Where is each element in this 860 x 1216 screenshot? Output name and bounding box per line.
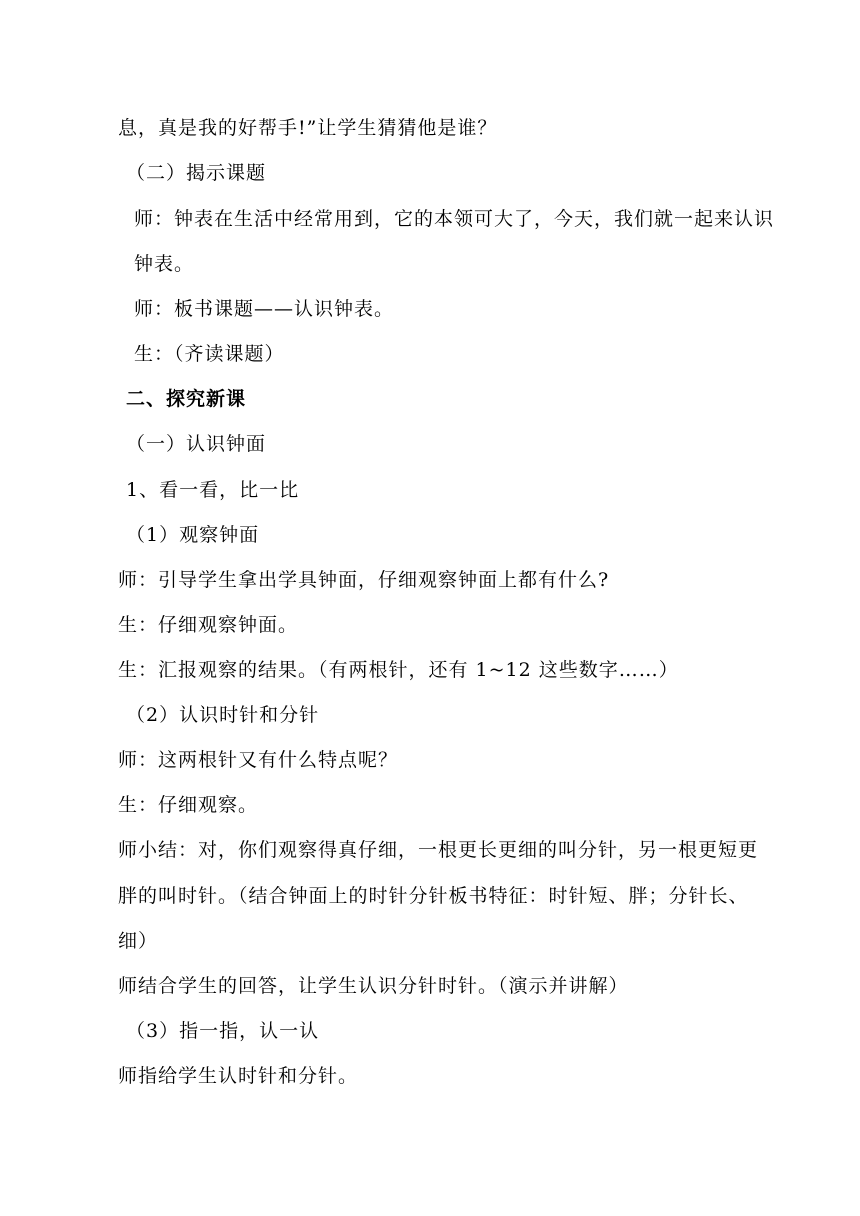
paragraph-line: 师：这两根针又有什么特点呢？	[118, 749, 399, 771]
section-heading: （二）揭示课题	[126, 162, 267, 184]
paragraph-line: 师：板书课题——认识钟表。	[134, 298, 395, 320]
paragraph-line: 胖的叫时针。（结合钟面上的时针分针板书特征：时针短、胖；分针长、	[118, 885, 749, 907]
major-heading: 二、探究新课	[126, 388, 247, 410]
paragraph-line: 息，真是我的好帮手!”让学生猜猜他是谁？	[118, 117, 498, 139]
paragraph-line: 生：汇报观察的结果。（有两根针，还有 1~12 这些数字……）	[118, 659, 679, 681]
paragraph-line: 生：仔细观察钟面。	[118, 614, 299, 636]
subsection-heading: （1）观察钟面	[126, 524, 260, 546]
paragraph-line: 细）	[118, 930, 159, 952]
paragraph-line: 钟表。	[134, 253, 195, 275]
paragraph-line: 1、看一看，比一比	[126, 479, 300, 501]
subsection-heading: （2）认识时针和分针	[126, 704, 320, 726]
paragraph-line: 师指给学生认时针和分针。	[118, 1065, 359, 1087]
paragraph-line: 生：（齐读课题）	[134, 343, 285, 365]
paragraph-line: 师结合学生的回答，让学生认识分针时针。（演示并讲解）	[118, 975, 629, 997]
section-heading: （一）认识钟面	[126, 433, 267, 455]
paragraph-line: 生：仔细观察。	[118, 794, 259, 816]
paragraph-line: 师：钟表在生活中经常用到，它的本领可大了，今天，我们就一起来认识	[134, 208, 775, 230]
subsection-heading: （3）指一指，认一认	[126, 1020, 320, 1042]
paragraph-line: 师小结：对，你们观察得真仔细，一根更长更细的叫分针，另一根更短更	[118, 839, 759, 861]
paragraph-line: 师：引导学生拿出学具钟面，仔细观察钟面上都有什么?	[118, 569, 610, 591]
